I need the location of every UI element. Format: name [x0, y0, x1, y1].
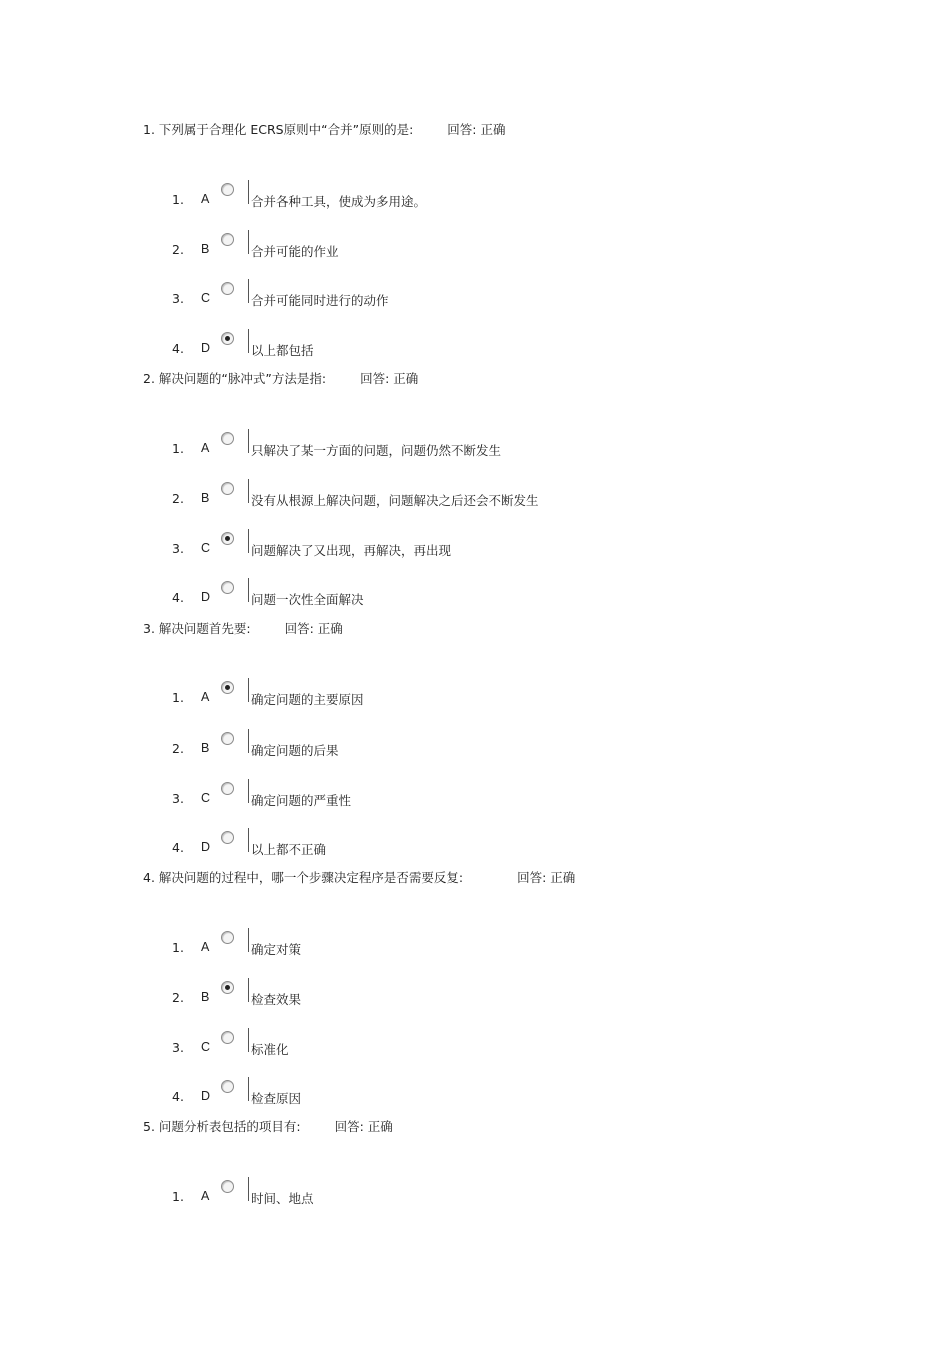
- divider: [248, 230, 249, 254]
- answer-status: 回答: 正确: [447, 122, 506, 137]
- question-5: [143, 1117, 393, 1135]
- option-row: [172, 729, 772, 759]
- option-row: [172, 529, 772, 559]
- option-number: 3.: [172, 1040, 184, 1055]
- radio-button[interactable]: [221, 532, 234, 545]
- question-title: 1. 下列属于合理化 ECRS原则中“合并”原则的是:: [143, 122, 414, 137]
- radio-button[interactable]: [221, 1080, 234, 1093]
- question-title: 3. 解决问题首先要:: [143, 621, 251, 636]
- option-number: 2.: [172, 491, 184, 506]
- radio-button[interactable]: [221, 732, 234, 745]
- option-row: [172, 329, 772, 359]
- option-row: [172, 429, 772, 459]
- radio-button[interactable]: [221, 831, 234, 844]
- answer-status: 回答: 正确: [360, 371, 419, 386]
- option-row: [172, 279, 772, 309]
- divider: [248, 279, 249, 303]
- option-text: 合并可能同时进行的动作: [251, 293, 389, 308]
- option-letter: D: [201, 341, 211, 355]
- option-letter: A: [201, 192, 210, 206]
- divider: [248, 928, 249, 952]
- option-number: 2.: [172, 741, 184, 756]
- option-letter: D: [201, 840, 211, 854]
- option-number: 4.: [172, 590, 184, 605]
- radio-button[interactable]: [221, 233, 234, 246]
- option-row: [172, 779, 772, 809]
- option-text: 问题一次性全面解决: [251, 592, 364, 607]
- option-text: 以上都包括: [251, 343, 314, 358]
- radio-button[interactable]: [221, 332, 234, 345]
- divider: [248, 180, 249, 204]
- divider: [248, 1077, 249, 1101]
- option-text: 时间、地点: [251, 1191, 314, 1206]
- radio-button[interactable]: [221, 581, 234, 594]
- radio-button[interactable]: [221, 981, 234, 994]
- question-title: 2. 解决问题的“脉冲式”方法是指:: [143, 371, 327, 386]
- option-row: [172, 1028, 772, 1058]
- option-text: 合并各种工具，使成为多用途。: [251, 194, 427, 209]
- option-number: 2.: [172, 990, 184, 1005]
- option-row: [172, 1077, 772, 1107]
- option-letter: C: [201, 291, 211, 305]
- option-letter: A: [201, 940, 210, 954]
- question-title: 5. 问题分析表包括的项目有:: [143, 1119, 301, 1134]
- option-number: 3.: [172, 791, 184, 806]
- option-row: [172, 928, 772, 958]
- option-text: 标准化: [251, 1042, 289, 1057]
- radio-button[interactable]: [221, 681, 234, 694]
- option-number: 1.: [172, 192, 184, 207]
- divider: [248, 828, 249, 852]
- question-title: 4. 解决问题的过程中，哪一个步骤决定程序是否需要反复:: [143, 870, 464, 885]
- option-number: 1.: [172, 1189, 184, 1204]
- option-row: [172, 479, 772, 509]
- option-number: 4.: [172, 840, 184, 855]
- option-row: [172, 828, 772, 858]
- option-letter: D: [201, 1089, 211, 1103]
- divider: [248, 1177, 249, 1201]
- option-letter: C: [201, 791, 211, 805]
- answer-status: 回答: 正确: [334, 1119, 393, 1134]
- radio-button[interactable]: [221, 1031, 234, 1044]
- option-number: 1.: [172, 690, 184, 705]
- radio-button[interactable]: [221, 282, 234, 295]
- option-row: [172, 180, 772, 210]
- option-text: 确定问题的主要原因: [251, 692, 364, 707]
- question-1: [143, 120, 505, 138]
- option-letter: C: [201, 1040, 211, 1054]
- option-row: [172, 1177, 772, 1207]
- radio-button[interactable]: [221, 482, 234, 495]
- option-row: [172, 230, 772, 260]
- question-2: [143, 369, 418, 387]
- option-letter: A: [201, 1189, 210, 1203]
- option-text: 检查效果: [251, 992, 302, 1007]
- option-row: [172, 578, 772, 608]
- option-number: 3.: [172, 541, 184, 556]
- option-number: 1.: [172, 441, 184, 456]
- option-letter: C: [201, 541, 211, 555]
- option-letter: B: [201, 242, 210, 256]
- divider: [248, 479, 249, 503]
- option-text: 确定问题的严重性: [251, 793, 352, 808]
- radio-button[interactable]: [221, 183, 234, 196]
- option-letter: D: [201, 590, 211, 604]
- option-letter: B: [201, 491, 210, 505]
- divider: [248, 678, 249, 702]
- option-letter: A: [201, 690, 210, 704]
- option-text: 确定问题的后果: [251, 743, 339, 758]
- divider: [248, 729, 249, 753]
- option-row: [172, 978, 772, 1008]
- divider: [248, 429, 249, 453]
- option-text: 以上都不正确: [251, 842, 327, 857]
- option-number: 1.: [172, 940, 184, 955]
- divider: [248, 978, 249, 1002]
- radio-button[interactable]: [221, 1180, 234, 1193]
- option-text: 确定对策: [251, 942, 302, 957]
- option-number: 4.: [172, 341, 184, 356]
- divider: [248, 1028, 249, 1052]
- divider: [248, 779, 249, 803]
- option-number: 2.: [172, 242, 184, 257]
- option-text: 没有从根源上解决问题，问题解决之后还会不断发生: [251, 493, 539, 508]
- question-3: [143, 619, 343, 637]
- radio-button[interactable]: [221, 931, 234, 944]
- divider: [248, 329, 249, 353]
- radio-button[interactable]: [221, 782, 234, 795]
- option-row: [172, 678, 772, 708]
- option-number: 3.: [172, 291, 184, 306]
- radio-button[interactable]: [221, 432, 234, 445]
- option-text: 合并可能的作业: [251, 244, 339, 259]
- option-text: 检查原因: [251, 1091, 302, 1106]
- option-text: 问题解决了又出现，再解决，再出现: [251, 543, 452, 558]
- answer-status: 回答: 正确: [517, 870, 576, 885]
- option-text: 只解决了某一方面的问题，问题仍然不断发生: [251, 443, 502, 458]
- option-letter: A: [201, 441, 210, 455]
- answer-status: 回答: 正确: [284, 621, 343, 636]
- divider: [248, 578, 249, 602]
- option-number: 4.: [172, 1089, 184, 1104]
- question-4: [143, 868, 575, 886]
- divider: [248, 529, 249, 553]
- option-letter: B: [201, 741, 210, 755]
- option-letter: B: [201, 990, 210, 1004]
